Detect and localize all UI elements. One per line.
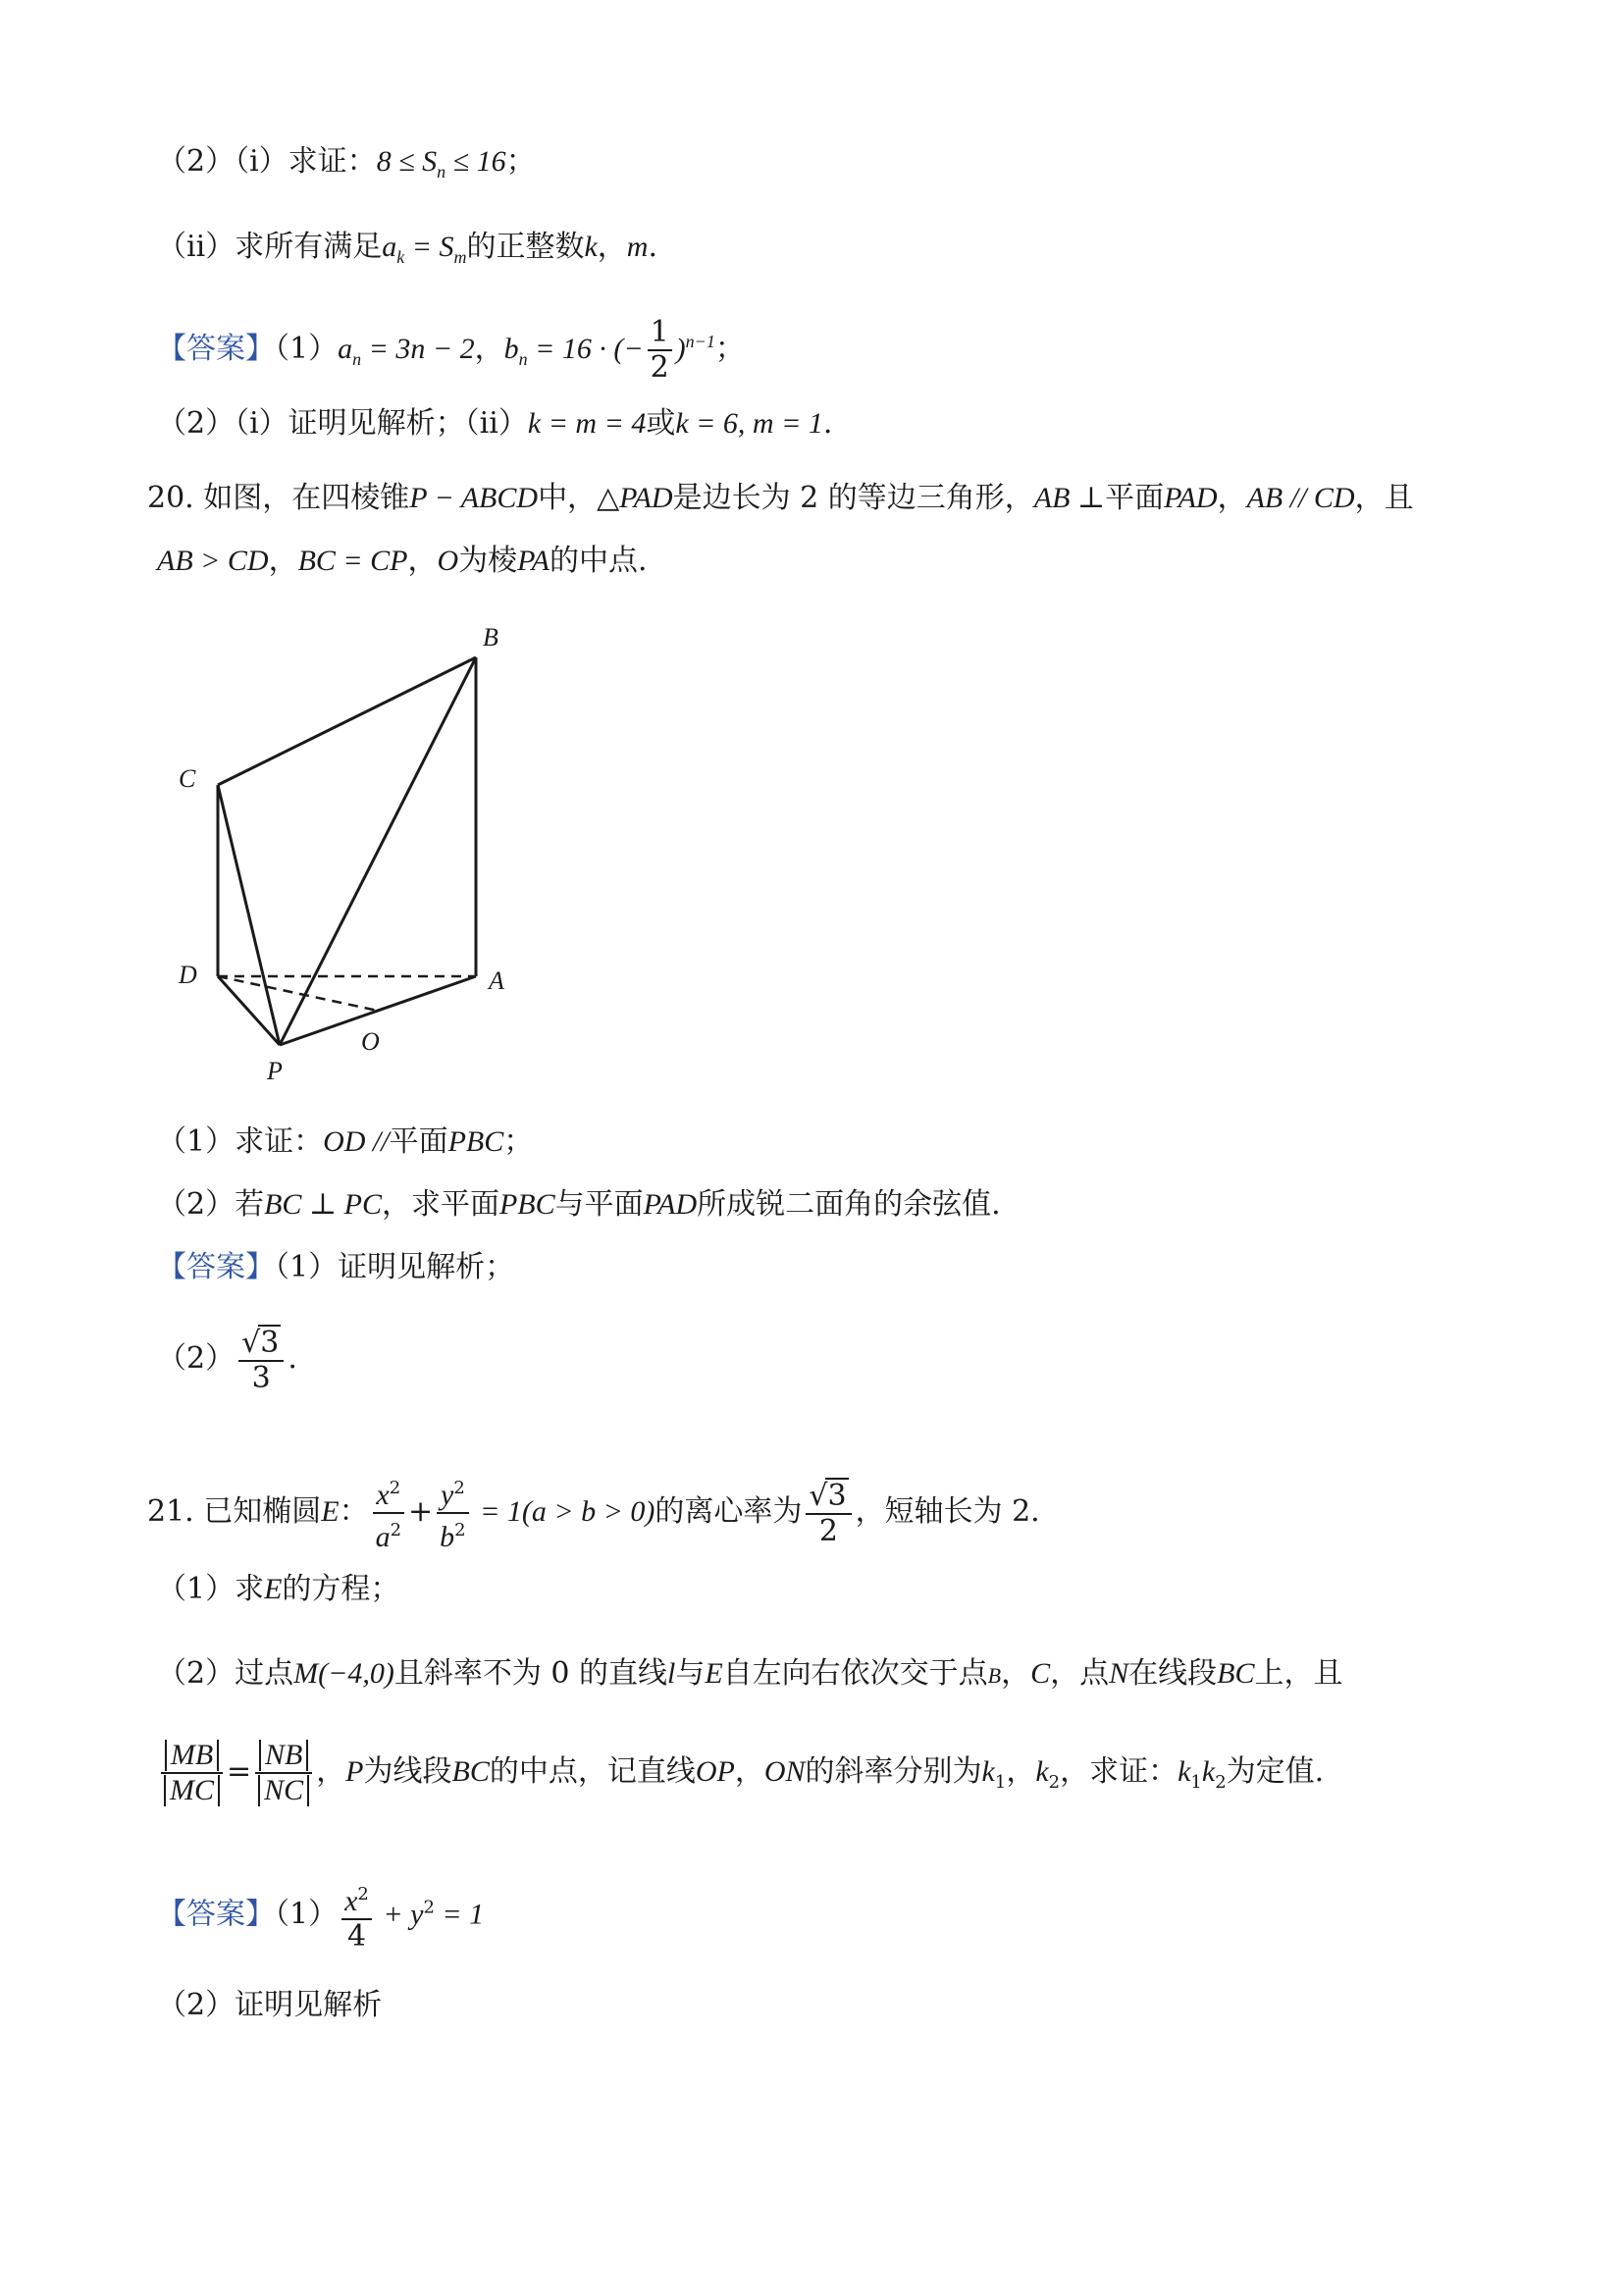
math: PBC bbox=[447, 1125, 504, 1158]
text: 的斜率分别为 bbox=[805, 1754, 982, 1789]
label-b: B bbox=[483, 623, 498, 652]
math-sub: 1 bbox=[1190, 1772, 1202, 1793]
math: k bbox=[1035, 1755, 1049, 1788]
text: 为定值. bbox=[1226, 1754, 1325, 1789]
math: (a > b > 0) bbox=[521, 1495, 655, 1528]
frac-num: $x^2$ bbox=[373, 1472, 404, 1514]
text: 自左向右依次交于点 bbox=[722, 1656, 988, 1691]
math: ) bbox=[675, 333, 686, 365]
math: k = m = 4 bbox=[527, 407, 647, 440]
text: . bbox=[822, 406, 833, 441]
pyramid-figure bbox=[157, 599, 569, 1089]
text: 21. 已知椭圆 bbox=[147, 1494, 322, 1529]
fraction-mb-mc bbox=[161, 1739, 223, 1807]
fraction-x bbox=[373, 1472, 404, 1554]
math: + y bbox=[375, 1898, 424, 1931]
text: ， bbox=[316, 1754, 346, 1789]
math: C bbox=[1030, 1657, 1051, 1690]
math: B bbox=[987, 1663, 1002, 1688]
text: ， bbox=[474, 332, 504, 366]
fraction bbox=[341, 1878, 372, 1954]
math: NC bbox=[258, 1775, 309, 1806]
math: BC = CP bbox=[297, 545, 408, 577]
math: AB > CD bbox=[157, 545, 269, 577]
text: 的方程； bbox=[282, 1572, 400, 1606]
frac-den: 2 bbox=[650, 350, 669, 385]
math: k bbox=[1201, 1755, 1216, 1788]
math: N bbox=[1109, 1657, 1129, 1690]
q19-answer1 bbox=[157, 316, 745, 385]
text: 的中点，记直线 bbox=[489, 1754, 696, 1789]
text: （2）（i）证明见解析；（ii） bbox=[157, 406, 528, 441]
text: . bbox=[288, 1341, 297, 1376]
math: l bbox=[667, 1657, 676, 1690]
frac-num bbox=[161, 1739, 223, 1774]
text: ，求证： bbox=[1060, 1754, 1178, 1789]
q20-part1 bbox=[157, 1122, 533, 1162]
q20-part2 bbox=[157, 1185, 1001, 1225]
math: b bbox=[503, 333, 519, 365]
math: a bbox=[375, 1521, 391, 1553]
math: M bbox=[293, 1657, 319, 1690]
q21-answer2 bbox=[157, 1986, 382, 2025]
edge-cp bbox=[218, 785, 280, 1045]
math: k bbox=[1178, 1755, 1191, 1788]
math: x bbox=[344, 1885, 358, 1917]
q19-part2-ii bbox=[157, 228, 657, 277]
text: ，点 bbox=[1050, 1656, 1110, 1691]
edge-cb bbox=[218, 657, 476, 785]
math: (−4,0) bbox=[318, 1657, 394, 1690]
q21-answer1: 【答案】（1） $\frac{x^2}{4}$ + $y^2 = 1$ bbox=[157, 1878, 484, 1954]
text: ： bbox=[339, 1494, 369, 1529]
label-c: C bbox=[179, 764, 196, 793]
text: 是边长为 2 的等边三角形， bbox=[672, 481, 1034, 515]
frac-den: 3 bbox=[251, 1361, 271, 1395]
fraction bbox=[648, 316, 672, 385]
math: = 1 bbox=[434, 1898, 485, 1931]
text: （2） bbox=[157, 1341, 236, 1376]
text: 平面 bbox=[389, 1124, 448, 1159]
text: ； bbox=[505, 144, 536, 179]
text: （ii）求所有满足 bbox=[157, 230, 383, 264]
math-sub: n bbox=[437, 162, 446, 182]
math: AB ⊥ bbox=[1033, 482, 1106, 514]
math: BC bbox=[451, 1755, 490, 1788]
q21-line1: 21. 已知椭圆E： $\frac{x^2}{a^2}$ + $\frac{y^2}{b^2}$ = 1(a > b > 0)的离心率为 $\frac{√3}{2}$ ，短轴长为 2. bbox=[147, 1472, 1040, 1554]
math: ≤ 16 bbox=[445, 145, 506, 178]
label-p: P bbox=[267, 1057, 283, 1085]
frac-den: $a^2$ bbox=[375, 1520, 402, 1553]
math: AB // CD bbox=[1246, 482, 1355, 514]
text: （2）（i）求证： bbox=[157, 144, 377, 179]
math: O bbox=[437, 545, 459, 577]
math: E bbox=[705, 1657, 723, 1690]
text: 在线段 bbox=[1128, 1656, 1218, 1691]
label-d: D bbox=[179, 961, 197, 989]
q20-line2 bbox=[157, 542, 648, 581]
text: ，且 bbox=[1354, 481, 1414, 515]
text: 且斜率不为 0 的直线 bbox=[393, 1656, 667, 1691]
fraction bbox=[238, 1325, 284, 1395]
text: 上，且 bbox=[1254, 1656, 1343, 1691]
math: k bbox=[584, 231, 598, 263]
math: k = 6, m = 1 bbox=[675, 407, 823, 440]
math: = 3n − 2 bbox=[361, 333, 475, 365]
fraction-e bbox=[806, 1478, 851, 1548]
math-sub: n bbox=[518, 349, 528, 369]
frac-den: 4 bbox=[346, 1919, 367, 1954]
frac-num: √3 bbox=[806, 1478, 851, 1515]
frac-num: $x^2$ bbox=[341, 1878, 372, 1920]
text: ； bbox=[714, 332, 745, 366]
q19-part2-i bbox=[157, 142, 536, 191]
math-sub: k bbox=[396, 247, 405, 267]
label-a: A bbox=[489, 966, 504, 995]
frac-den: 2 bbox=[818, 1514, 838, 1548]
text: ， bbox=[268, 544, 298, 578]
text: ， bbox=[407, 544, 438, 578]
text: （1） bbox=[275, 332, 339, 366]
math-exp: n−1 bbox=[685, 332, 715, 351]
math: y bbox=[441, 1479, 454, 1511]
frac-num: 1 bbox=[648, 316, 672, 351]
math-sub: 2 bbox=[1215, 1772, 1227, 1793]
text: 的中点. bbox=[549, 544, 648, 578]
text: ； bbox=[503, 1124, 534, 1159]
text: 或 bbox=[646, 406, 676, 441]
text: ， bbox=[1217, 481, 1247, 515]
q20-line1 bbox=[147, 479, 1414, 518]
label-o: O bbox=[361, 1027, 380, 1056]
math: △PAD bbox=[597, 482, 673, 514]
math: = S bbox=[404, 231, 454, 263]
text: 与平面 bbox=[554, 1187, 644, 1222]
math: OP bbox=[695, 1755, 735, 1788]
math: E bbox=[321, 1495, 340, 1528]
math: PAD bbox=[643, 1188, 698, 1221]
edge-do-hidden bbox=[218, 976, 378, 1011]
math: PAD bbox=[1164, 482, 1218, 514]
q19-answer2 bbox=[157, 404, 832, 444]
math: E bbox=[264, 1573, 283, 1605]
frac-num bbox=[255, 1739, 312, 1774]
math-sub: 2 bbox=[1048, 1772, 1061, 1793]
text: 的离心率为 bbox=[654, 1494, 803, 1529]
text: （2）过点 bbox=[157, 1656, 294, 1691]
text: 所成锐二面角的余弦值. bbox=[697, 1187, 1001, 1222]
math: MB bbox=[165, 1740, 219, 1771]
frac-den: $b^2$ bbox=[440, 1520, 466, 1553]
math: NB bbox=[259, 1740, 308, 1771]
text: 20. 如图，在四棱锥 bbox=[147, 481, 410, 515]
text: 的正整数 bbox=[466, 230, 585, 264]
text: （2）若 bbox=[157, 1187, 265, 1222]
math: OD // bbox=[323, 1125, 390, 1158]
math: P − ABCD bbox=[409, 482, 539, 514]
math: b bbox=[440, 1521, 455, 1553]
text: ，求平面 bbox=[381, 1187, 499, 1222]
text: （1）证明见解析； bbox=[275, 1250, 515, 1284]
text: ， bbox=[1006, 1754, 1036, 1789]
math: BC bbox=[1217, 1657, 1255, 1690]
q21-part1 bbox=[157, 1570, 399, 1609]
sqrt-radicand: 3 bbox=[827, 1479, 847, 1513]
text: 中， bbox=[538, 481, 598, 515]
answer-tag: 【答案】 bbox=[157, 1250, 275, 1284]
text: （1） bbox=[275, 1897, 339, 1932]
text: （2）证明见解析 bbox=[157, 1988, 383, 2022]
text: ， bbox=[1001, 1656, 1031, 1691]
frac-num: $y^2$ bbox=[437, 1472, 468, 1514]
q21-part2-line1 bbox=[157, 1654, 1343, 1696]
math-sub: n bbox=[352, 349, 362, 369]
text: 为棱 bbox=[458, 544, 518, 578]
math: a bbox=[338, 333, 353, 365]
text: ， bbox=[734, 1754, 764, 1789]
math: BC ⊥ PC bbox=[264, 1188, 382, 1221]
text: ， bbox=[597, 230, 627, 264]
math: ON bbox=[763, 1755, 806, 1788]
frac-den bbox=[161, 1774, 223, 1807]
frac-den bbox=[255, 1774, 312, 1807]
frac-num: √3 bbox=[238, 1325, 284, 1362]
math: k bbox=[981, 1755, 995, 1788]
answer-tag: 【答案】 bbox=[157, 1897, 275, 1932]
fraction-y bbox=[437, 1472, 468, 1554]
math: P bbox=[345, 1755, 364, 1788]
math: x bbox=[376, 1479, 390, 1511]
sqrt-radicand: 3 bbox=[260, 1326, 280, 1360]
math: a bbox=[382, 231, 397, 263]
text: 为线段 bbox=[363, 1754, 452, 1789]
q20-answer2 bbox=[157, 1325, 297, 1395]
math: PA bbox=[517, 545, 550, 577]
text: . bbox=[648, 230, 657, 264]
text: （1）求 bbox=[157, 1572, 265, 1606]
q21-part2-line2: $\frac{MB}{MC}$ = $\frac{NB}{NC}$ ，P为线段BC的中点，记直线OP，ON的斜率分别为$k_1$，$k_2$，求证：$k_1k_2$为定值. bbox=[157, 1739, 1324, 1807]
q20-answer1 bbox=[157, 1248, 514, 1287]
text: ，短轴长为 2. bbox=[855, 1494, 1040, 1529]
text: （1）求证： bbox=[157, 1124, 324, 1159]
text: 与 bbox=[675, 1656, 706, 1691]
answer-tag: 【答案】 bbox=[157, 332, 275, 366]
fraction-nb-nc bbox=[255, 1739, 312, 1807]
math: = 16 · (− bbox=[527, 333, 644, 365]
math: MC bbox=[164, 1775, 220, 1806]
math-sub: 1 bbox=[994, 1772, 1007, 1793]
math: 8 ≤ S bbox=[376, 145, 438, 178]
math: = 1 bbox=[472, 1495, 522, 1528]
math-sub: m bbox=[453, 247, 467, 267]
math: PBC bbox=[498, 1188, 555, 1221]
text: 平面 bbox=[1105, 481, 1165, 515]
math: m bbox=[626, 231, 649, 263]
